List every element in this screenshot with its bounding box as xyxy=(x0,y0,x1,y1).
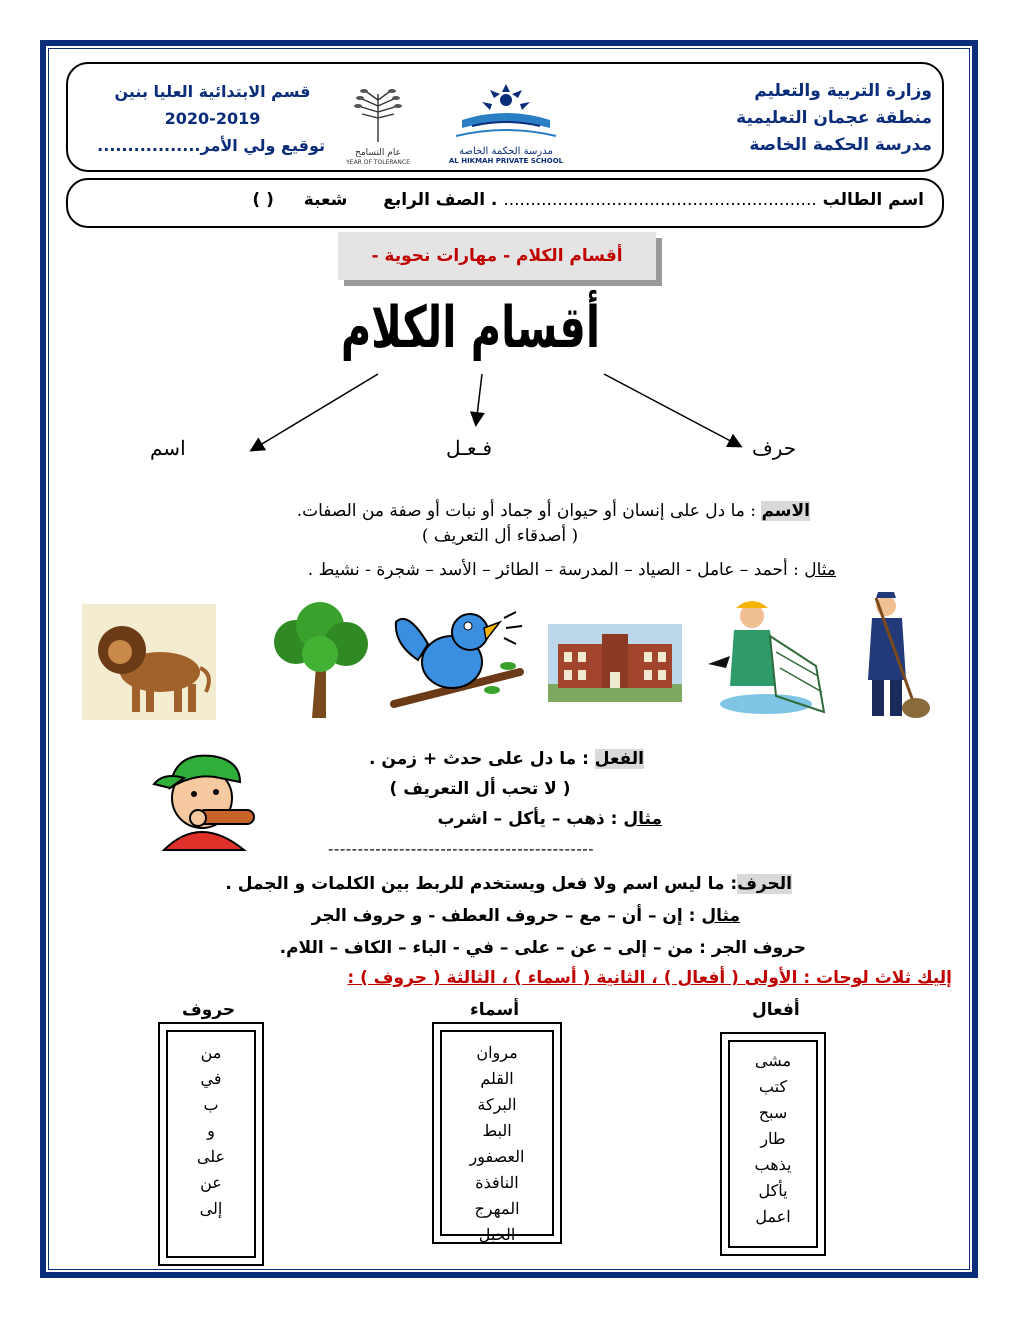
ism-note: ( أصدقاء أل التعريف ) xyxy=(421,526,579,546)
section-divider: --------------------------------------------- xyxy=(328,840,595,858)
noun-item: الحبل xyxy=(478,1225,516,1244)
fiel-example-text: : ذهب – يأكل – اشرب xyxy=(437,809,624,829)
harf-example-row xyxy=(312,900,740,932)
harf-label: الحرف xyxy=(737,874,792,894)
verb-item: يذهب xyxy=(754,1155,792,1174)
school-logo-emblem-icon xyxy=(442,80,570,142)
section-blank[interactable]: ( ) xyxy=(252,190,274,210)
noun-item: القلم xyxy=(480,1069,514,1088)
student-info-row xyxy=(252,190,924,210)
school-building-icon xyxy=(548,624,682,702)
fisherman-icon xyxy=(706,596,836,720)
noun-item: مروان xyxy=(476,1043,518,1062)
school-logo xyxy=(442,80,570,164)
header-right xyxy=(736,78,932,159)
year-text: 2020-2019 xyxy=(164,109,261,128)
zone-text: منطقة عجمان التعليمية xyxy=(736,108,932,128)
letters-board-title: حروف xyxy=(182,1000,236,1020)
verb-item: طار xyxy=(760,1129,786,1148)
branch-harf: حرف xyxy=(752,436,797,460)
letter-item: على xyxy=(196,1147,226,1166)
verbs-list xyxy=(722,1048,824,1230)
nouns-board xyxy=(432,1022,562,1244)
fiel-definition: : ما دل على حدث + زمن . xyxy=(369,749,595,769)
ism-example-row xyxy=(308,560,836,580)
letter-item: في xyxy=(200,1069,222,1088)
boy-eating-icon xyxy=(140,742,266,854)
school-text: مدرسة الحكمة الخاصة xyxy=(749,135,932,155)
verb-item: كتب xyxy=(758,1077,788,1096)
letter-item: إلى xyxy=(199,1199,223,1218)
verb-item: يأكل xyxy=(758,1181,788,1200)
verbs-board-title: أفعال xyxy=(752,1000,800,1020)
noun-item: المهرج xyxy=(474,1199,520,1218)
school-logo-ar: مدرسة الحكمة الخاصة xyxy=(459,146,553,157)
lion-icon xyxy=(82,604,216,720)
letter-item: ب xyxy=(203,1095,219,1114)
arrow-to-harf xyxy=(604,374,740,446)
nouns-list xyxy=(434,1040,560,1244)
verb-item: اعمل xyxy=(755,1207,791,1226)
harf-definition: : ما ليس اسم ولا فعل ويستخدم للربط بين الكلمات و الجمل . xyxy=(225,874,738,894)
topic-banner-text: أقسام الكلام - مهارات نحوية - xyxy=(371,246,623,266)
tolerance-logo-ar: عام التسامح xyxy=(355,148,401,158)
concept-arrows xyxy=(220,360,830,460)
ism-definition: : ما دل على إنسان أو حيوان أو جماد أو نبات أو صفة من الصفات. xyxy=(296,501,762,521)
bird-icon xyxy=(388,604,526,716)
header-left xyxy=(97,78,325,159)
letter-item: و xyxy=(207,1121,215,1140)
verb-item: مشى xyxy=(754,1051,792,1070)
noun-item: النافذة xyxy=(475,1173,519,1192)
ism-section xyxy=(297,496,810,526)
topic-banner xyxy=(338,232,656,280)
ism-label: الاسم xyxy=(761,501,810,521)
arrow-to-ism xyxy=(252,374,378,450)
branch-ism: اسم xyxy=(150,436,186,460)
noun-item: البط xyxy=(482,1121,512,1140)
guardian-signature-text: توقيع ولي الأمر................. xyxy=(97,136,325,155)
harf-example-text: : إن – أن – مع – حروف العطف - و حروف الجر xyxy=(311,906,702,926)
verb-item: سبح xyxy=(758,1103,788,1122)
verbs-board xyxy=(720,1032,826,1256)
harf-example-label: مثال xyxy=(701,906,740,926)
fiel-note: ( لا تحب أل التعريف ) xyxy=(389,779,571,799)
letter-item: عن xyxy=(200,1173,222,1192)
tolerance-logo-en: YEAR OF TOLERANCE xyxy=(346,159,410,166)
letter-item: من xyxy=(200,1043,222,1062)
nouns-board-title: أسماء xyxy=(470,1000,520,1020)
fiel-label: الفعل xyxy=(594,749,644,769)
arrow-to-fiel xyxy=(476,374,482,424)
section-label: شعبة xyxy=(303,190,348,210)
letters-list xyxy=(160,1040,262,1222)
fiel-example-label: مثال xyxy=(623,809,662,829)
grade-text: . الصف الرابع xyxy=(383,190,498,210)
letters-board xyxy=(158,1022,264,1266)
fiel-def-row xyxy=(369,744,644,774)
boards-intro: إليك ثلاث لوحات : الأولى ( أفعال ) ، الثانية ( أسماء ) ، الثالثة ( حروف ) : xyxy=(347,968,952,988)
school-logo-en: AL HIKMAH PRIVATE SCHOOL xyxy=(448,157,564,165)
student-name-blank[interactable]: .......................................................... xyxy=(503,190,817,210)
ministry-text: وزارة التربية والتعليم xyxy=(754,81,932,101)
tree-icon xyxy=(266,602,372,720)
ghaf-tree-icon xyxy=(338,84,418,144)
student-name-label: اسم الطالب xyxy=(822,190,924,210)
ism-example-label: مثال xyxy=(804,560,836,580)
department-text: قسم الابتدائية العليا بنين xyxy=(114,82,311,101)
harf-jar-row: حروف الجر : من – إلى – عن – على – في - الباء – الكاف – اللام. xyxy=(279,938,806,958)
fiel-example-row xyxy=(438,804,662,834)
main-title: أقسام الكلام xyxy=(340,293,600,361)
janitor-icon xyxy=(856,590,936,722)
noun-item: البركة xyxy=(477,1095,517,1114)
branch-fiel: فـعـل xyxy=(446,436,493,460)
ism-example-text: : أحمد – عامل - الصياد – المدرسة – الطائر – الأسد – شجرة - نشيط . xyxy=(307,560,805,580)
harf-def-row xyxy=(225,868,792,900)
tolerance-logo xyxy=(338,84,418,168)
noun-item: العصفور xyxy=(469,1147,525,1166)
